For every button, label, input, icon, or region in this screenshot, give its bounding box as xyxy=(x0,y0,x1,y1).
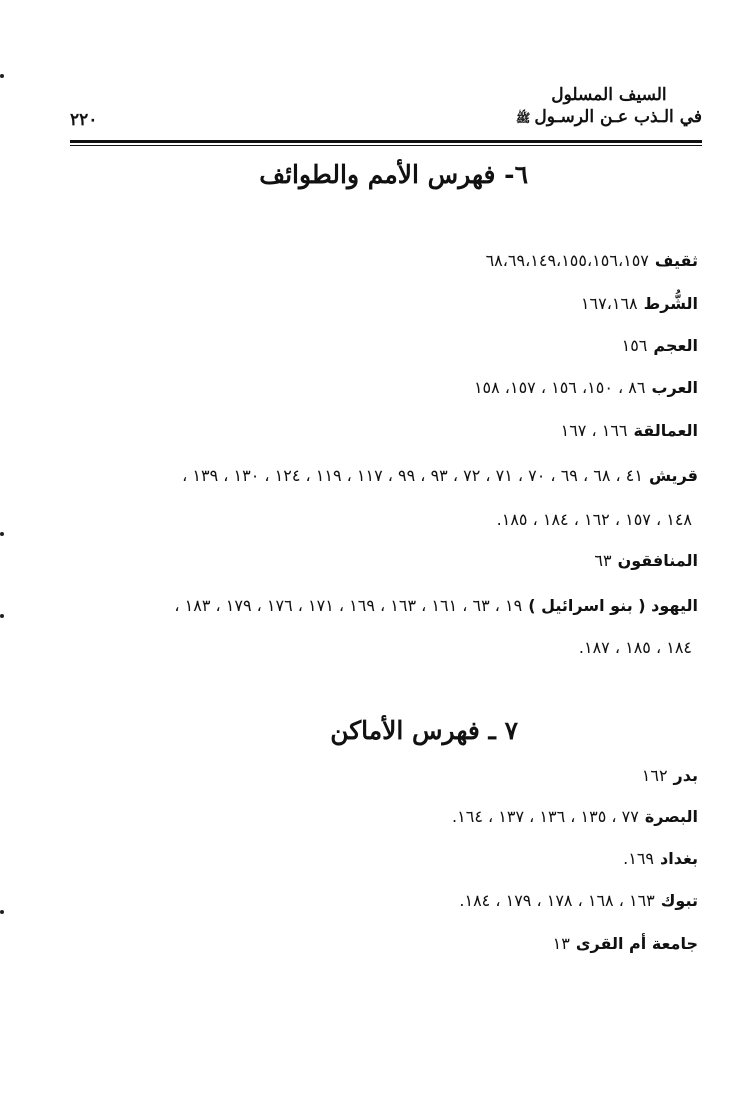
index-entry xyxy=(174,593,698,619)
entry-term: ثقيف xyxy=(654,251,698,270)
entry-term: جامعة أم القرى xyxy=(575,934,698,953)
index-entry xyxy=(459,888,698,914)
entry-pages: ٦٣ xyxy=(594,551,612,570)
margin-mark xyxy=(0,74,4,78)
entry-pages: ٧٧ ، ١٣٥ ، ١٣٦ ، ١٣٧ ، ١٦٤. xyxy=(452,807,639,826)
margin-mark xyxy=(0,532,4,536)
entry-term: العرب xyxy=(651,378,698,397)
index-entry xyxy=(486,248,698,274)
entry-pages: ١٦٣ ، ١٦٨ ، ١٧٨ ، ١٧٩ ، ١٨٤. xyxy=(459,891,655,910)
entry-pages: ٦٨،٦٩،١٤٩،١٥٥،١٥٦،١٥٧ xyxy=(485,251,649,270)
entry-term: قريش xyxy=(648,466,698,485)
entry-pages: ١٦٢ xyxy=(641,766,668,785)
entry-pages: ٨٦ ، ١٥٠، ١٥٦ ، ١٥٧، ١٥٨ xyxy=(473,378,646,397)
page-number: ٢٢٠ xyxy=(70,110,98,130)
section-title-nations: ٦- فهرس الأمم والطوائف xyxy=(259,160,528,189)
index-entry xyxy=(182,463,698,489)
entry-term: تبوك xyxy=(660,891,698,910)
entry-term: العجم xyxy=(653,336,698,355)
index-entry-continuation xyxy=(497,507,698,533)
index-entry xyxy=(642,763,698,789)
entry-pages: ١٥٦ xyxy=(621,336,648,355)
entry-term: اليهود ( بنو اسرائيل ) xyxy=(528,596,698,615)
entry-pages: ١٦٦ ، ١٦٧ xyxy=(560,421,628,440)
book-title-line-2 xyxy=(516,106,702,129)
margin-mark xyxy=(0,910,4,914)
index-entry xyxy=(561,418,698,444)
entry-term: المنافقون xyxy=(617,551,698,570)
entry-term: البصرة xyxy=(644,807,698,826)
entry-pages: ١٦٧،١٦٨ xyxy=(580,294,638,313)
entry-term: الشُّرط xyxy=(643,294,698,313)
index-entry xyxy=(581,291,698,317)
index-entry xyxy=(594,548,698,574)
running-header xyxy=(70,84,702,132)
entry-term: بدر xyxy=(673,766,698,785)
book-title-line-1: السيف المسلول xyxy=(551,85,667,105)
entry-pages: ١٦٩. xyxy=(623,849,655,868)
header-rule-thick xyxy=(70,140,702,143)
honorific-seal: ﷺ xyxy=(515,110,531,125)
entry-pages: ١٤٨ ، ١٥٧ ، ١٦٢ ، ١٨٤ ، ١٨٥. xyxy=(496,510,692,529)
entry-pages: ٤١ ، ٦٨ ، ٦٩ ، ٧٠ ، ٧١ ، ٧٢ ، ٩٣ ، ٩٩ ، ١١٧ ، ١١٩ ، ١٢٤ ، ١٣٠ ، ١٣٩ ، xyxy=(182,466,643,485)
entry-pages: ١٨٤ ، ١٨٥ ، ١٨٧. xyxy=(578,638,692,657)
index-entry-continuation xyxy=(579,635,698,661)
entry-term: بغداد xyxy=(660,849,698,868)
book-title-line-2-text: في الـذب عـن الرسـول xyxy=(534,107,702,127)
entry-term: العمالقة xyxy=(633,421,698,440)
section-title-places: ٧ ـ فهرس الأماكن xyxy=(330,716,518,745)
index-entry xyxy=(452,804,698,830)
index-entry xyxy=(622,333,698,359)
entry-pages: ١٩ ، ٦٣ ، ١٦١ ، ١٦٣ ، ١٦٩ ، ١٧١ ، ١٧٦ ، ١٧٩ ، ١٨٣ ، xyxy=(174,596,523,615)
index-entry xyxy=(623,846,698,872)
entry-pages: ١٣ xyxy=(552,934,570,953)
index-entry xyxy=(474,375,698,401)
book-title xyxy=(516,84,702,129)
index-entry xyxy=(553,931,698,957)
margin-mark xyxy=(0,614,4,618)
header-rule-thin xyxy=(70,145,702,146)
